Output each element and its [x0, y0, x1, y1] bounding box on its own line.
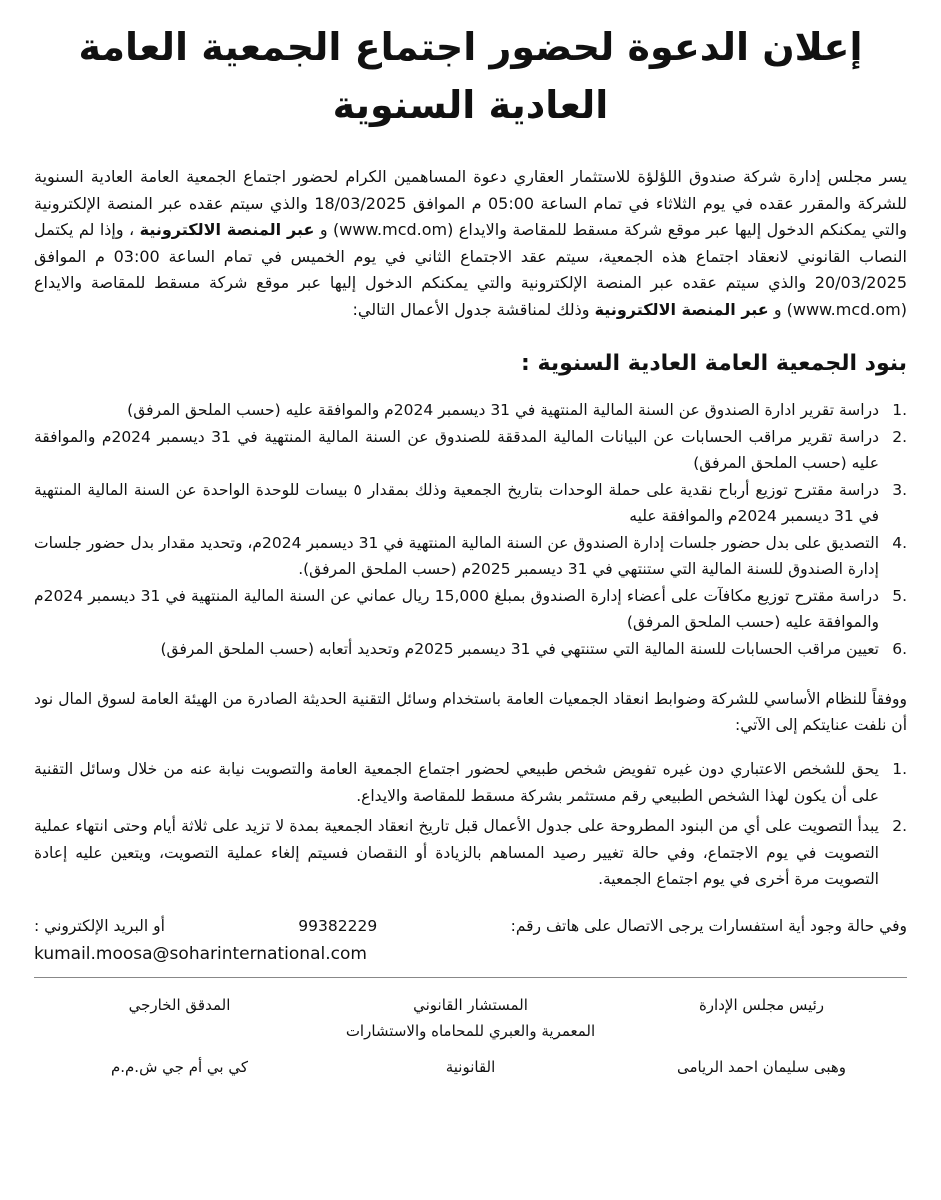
agenda-item — [34, 424, 907, 477]
agenda-item — [34, 397, 907, 424]
agenda-item — [34, 530, 907, 583]
contact-section — [34, 913, 907, 967]
agenda-item — [34, 636, 907, 663]
note-item — [34, 813, 907, 893]
agenda-item-text: دراسة مقترح توزيع أرباح نقدية على حملة الوحدات بتاريخ الجمعية وذلك بمقدار ٥ بيسات للوحدة الواحدة عن السنة المالية المنتهية في 31 ديسمبر 2024م والموافقة عليه — [34, 480, 879, 525]
signature-role-title: المستشار القانوني — [413, 995, 528, 1014]
agenda-item-text: التصديق على بدل حضور جلسات إدارة الصندوق عن السنة المالية المنتهية في 31 ديسمبر 2024م، وتحديد مقدار بدل حضور جلسات إدارة الصندوق للسنة المالية التي ستنتهي في 31 ديسمبر 2025م (حسب الملحق المرفق). — [34, 533, 879, 578]
contact-line — [34, 913, 907, 939]
signature-role-firm: المعمرية والعبري للمحاماه والاستشارات — [345, 1021, 596, 1040]
signature-role-title: رئيس مجلس الإدارة — [698, 995, 825, 1014]
signature-chairman — [616, 992, 907, 1080]
notes-list — [34, 756, 907, 893]
note-item-text: يبدأ التصويت على أي من البنود المطروحة على جدول الأعمال قبل تاريخ انعقاد الجمعية بمدة لا تزيد على ثلاثة أيام وحتى انتهاء عملية التصويت في يوم الاجتماع، وفي حالة تغيير رصيد المساهم بالزيادة أو النقصان فسيتم إلغاء عملية التصويت، ويتعين عليه إعادة التصويت مرة أخرى في يوم اجتماع الجمعية. — [34, 817, 879, 888]
signature-role — [325, 992, 616, 1044]
signature-external-auditor — [34, 992, 325, 1080]
signature-role — [34, 992, 325, 1044]
signature-role — [616, 992, 907, 1044]
agenda-item-text: تعيين مراقب الحسابات للسنة المالية التي ستنتهي في 31 ديسمبر 2025م وتحديد أتعابه (حسب الملحق المرفق) — [160, 639, 879, 658]
agenda-item-number: 5. — [892, 586, 907, 605]
agenda-item-number: 3. — [892, 480, 907, 499]
page-title: إعلان الدعوة لحضور اجتماع الجمعية العامة العادية السنوية — [78, 25, 863, 127]
regulation-paragraph: ووفقاً للنظام الأساسي للشركة وضوابط انعقاد الجمعيات العامة باستخدام وسائل التقنية الحديثة الصادرة من الهيئة العامة لسوق المال نود أن نلفت عنايتكم إلى الآتي: — [34, 690, 907, 734]
intro-bold-2: عبر المنصة الالكترونية — [594, 299, 769, 319]
contact-email-label: أو البريد الإلكتروني : — [34, 916, 165, 935]
signature-name: وهبى سليمان احمد الريامى — [676, 1057, 847, 1076]
agenda-heading: بنود الجمعية العامة العادية السنوية : — [521, 351, 907, 376]
agenda-list — [34, 397, 907, 662]
agenda-item-number: 2. — [892, 427, 907, 446]
note-item-number: 1. — [892, 760, 907, 778]
intro-text-1: يسر مجلس إدارة شركة صندوق اللؤلؤة للاستثمار العقاري دعوة المساهمين الكرام لحضور اجتماع الجمعية العامة العادية السنوية للشركة والمقرر عقده في يوم الثلاثاء في تمام الساعة 05:00 م الموافق 18/03/2025 والذي سيتم عقده عبر المنصة الإلكترونية والتي يمكنكم الدخول إليها عبر موقع شركة مسقط للمقاصة والايداع (www.mcd.om) و — [34, 167, 908, 239]
contact-phone[interactable]: 99382229 — [298, 916, 378, 935]
note-item-text: يحق للشخص الاعتباري دون غيره تفويض شخص طبيعي لحضور اجتماع الجمعية العامة والتصويت نيابة عنه من خلال وسائل التقنية على أن يكون لهذا الشخص الطبيعي رقم مستثمر بشركة مسقط للمقاصة والايداع. — [34, 760, 879, 805]
agenda-item-text: دراسة مقترح توزيع مكافآت على أعضاء إدارة الصندوق بمبلغ 15,000 ريال عماني عن السنة المالية المنتهية في 31 ديسمبر 2024م والموافقة عليه (حسب الملحق المرفق) — [34, 586, 880, 631]
agenda-item-number: 1. — [892, 401, 907, 419]
agenda-item — [34, 477, 907, 530]
contact-email[interactable]: kumail.moosa@soharinternational.com — [34, 943, 367, 964]
agenda-item-number: 6. — [892, 639, 907, 658]
intro-text-3: وذلك لمناقشة جدول الأعمال التالي: — [352, 299, 595, 319]
agenda-item-number: 4. — [892, 533, 907, 552]
intro-bold-1: عبر المنصة الالكترونية — [139, 220, 315, 239]
signature-legal-advisor — [325, 992, 616, 1080]
intro-paragraph — [34, 164, 907, 323]
signature-name: كي بي أم جي ش.م.م — [110, 1057, 249, 1076]
agenda-item-text: دراسة تقرير ادارة الصندوق عن السنة المالية المنتهية في 31 ديسمبر 2024م والموافقة عليه (حسب الملحق المرفق) — [127, 401, 879, 419]
note-item-number: 2. — [892, 817, 907, 835]
signature-name: القانونية — [445, 1057, 496, 1076]
agenda-item — [34, 583, 907, 636]
signature-role-title: المدقق الخارجي — [128, 995, 231, 1014]
contact-prefix: وفي حالة وجود أية استفسارات يرجى الاتصال على هاتف رقم: — [510, 916, 907, 935]
divider — [34, 977, 907, 978]
agenda-item-text: دراسة تقرير مراقب الحسابات عن البيانات المالية المدققة للصندوق عن السنة المالية المنتهية في 31 ديسمبر 2024م والموافقة عليه (حسب الملحق المرفق) — [34, 427, 880, 472]
intro-text-2: ، وإذا لم يكتمل النصاب القانوني لانعقاد اجتماع هذه الجمعية، سيتم عقد الاجتماع الثاني في يوم الخميس في تمام الساعة 03:00 م الموافق 20/03/2025 والذي سيتم عقده عبر المنصة الإلكترونية والتي يمكنكم الدخول إليها عبر موقع شركة مسقط للمقاصة والايداع (www.mcd.om) و — [34, 220, 907, 319]
note-item — [34, 756, 907, 809]
signatures-row — [34, 992, 907, 1080]
